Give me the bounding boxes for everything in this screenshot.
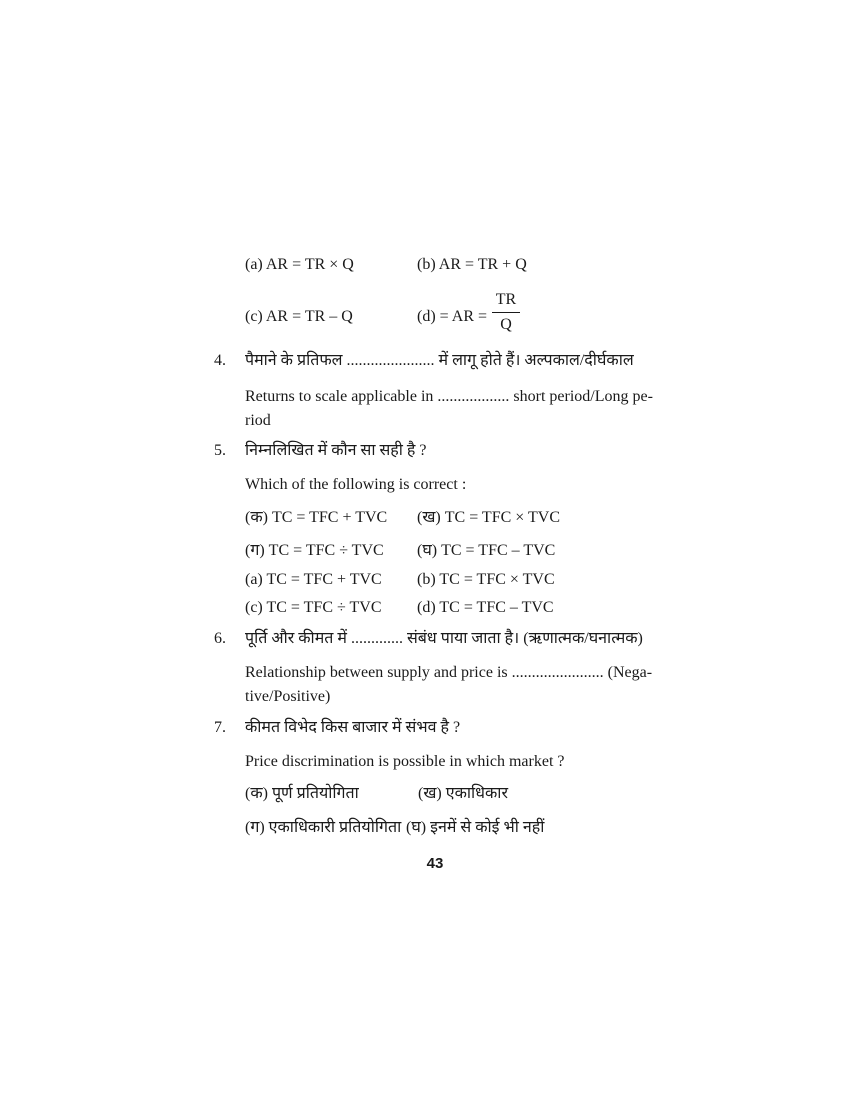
q6-number: 6. (214, 630, 226, 647)
fraction-bar (492, 312, 520, 313)
q5-number: 5. (214, 442, 226, 459)
q3-option-d: (d) = AR = (417, 308, 488, 325)
q7-number: 7. (214, 719, 226, 736)
q5-option-b: (b) TC = TFC × TVC (417, 571, 555, 588)
q5-option-a: (a) TC = TFC + TVC (245, 571, 382, 588)
fraction-denominator: Q (500, 316, 512, 333)
q7-hindi: कीमत विभेद किस बाजार में संभव है ? (245, 719, 461, 736)
fraction-numerator: TR (495, 291, 517, 308)
q3-option-a: (a) AR = TR × Q (245, 256, 354, 273)
q5-hindi-option-gha: (घ) TC = TFC – TVC (417, 542, 556, 559)
q6-english: Relationship between supply and price is ....................... (Nega- (245, 664, 653, 681)
page-number: 43 (426, 855, 444, 872)
q4-number: 4. (214, 352, 226, 369)
q7-english: Price discrimination is possible in which market ? (245, 753, 565, 770)
q5-option-c: (c) TC = TFC ÷ TVC (245, 599, 382, 616)
q4-hindi: पैमाने के प्रतिफल ...................... में लागू होते हैं। अल्पकाल/दीर्घकाल (245, 352, 634, 369)
q3-option-b: (b) AR = TR + Q (417, 256, 527, 273)
q5-option-d: (d) TC = TFC – TVC (417, 599, 554, 616)
q7-option-ga: (ग) एकाधिकारी प्रतियोगिता (245, 819, 402, 836)
q5-english: Which of the following is correct : (245, 476, 467, 493)
q5-hindi-option-ka: (क) TC = TFC + TVC (245, 509, 388, 526)
fraction-tr-over-q (492, 290, 520, 335)
q4-english: Returns to scale applicable in .................. short period/Long pe- (245, 388, 653, 405)
q6-english-cont: tive/Positive) (245, 688, 331, 705)
q3-option-c: (c) AR = TR – Q (245, 308, 353, 325)
q7-option-kha: (ख) एकाधिकार (418, 785, 508, 802)
q5-hindi-option-kha: (ख) TC = TFC × TVC (417, 509, 561, 526)
q5-hindi-option-ga: (ग) TC = TFC ÷ TVC (245, 542, 384, 559)
q5-hindi: निम्नलिखित में कौन सा सही है ? (245, 442, 427, 459)
q4-english-cont: riod (245, 412, 271, 429)
q7-option-gha: (घ) इनमें से कोई भी नहीं (406, 819, 545, 836)
q6-hindi: पूर्ति और कीमत में ............. संबंध पाया जाता है। (ऋणात्मक/घनात्मक) (245, 630, 643, 647)
q7-option-ka: (क) पूर्ण प्रतियोगिता (245, 785, 359, 802)
